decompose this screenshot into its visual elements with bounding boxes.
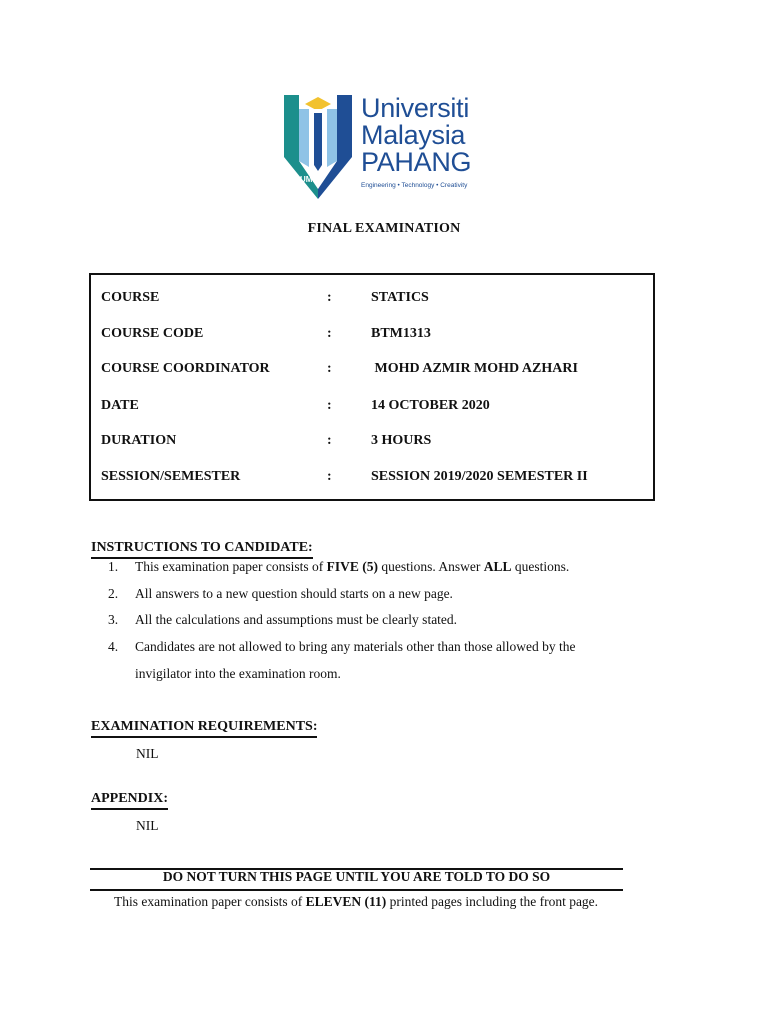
info-label: COURSE COORDINATOR [101,361,270,376]
info-value: STATICS [371,290,429,305]
emblem-label: UMP [300,175,318,184]
info-value: 14 OCTOBER 2020 [371,398,490,413]
logo-line-2: Malaysia [361,120,466,150]
logo-wordmark [361,95,491,189]
logo-line-3: PAHANG [361,147,472,177]
instruction-number: 2. [108,586,119,601]
info-label: SESSION/SEMESTER [101,469,241,484]
appendix-heading: APPENDIX: [91,791,168,810]
exam-requirements-heading: EXAMINATION REQUIREMENTS: [91,719,317,738]
info-value: BTM1313 [371,326,431,341]
info-value: MOHD AZMIR MOHD AZHARI [371,361,578,376]
university-logo [284,95,490,201]
appendix-value: NIL [136,818,159,833]
info-value: SESSION 2019/2020 SEMESTER II [371,469,588,484]
info-value: 3 HOURS [371,433,432,448]
instruction-item-4-continued: invigilator into the examination room. [135,666,341,681]
page-title: FINAL EXAMINATION [307,221,461,236]
course-info-box [89,273,655,501]
info-separator: : [327,398,332,413]
exam-requirements-value: NIL [136,746,159,761]
info-label: COURSE [101,290,160,305]
warning-text: DO NOT TURN THIS PAGE UNTIL YOU ARE TOLD TO DO SO [162,869,551,884]
info-label: DURATION [101,433,177,448]
logo-tagline: Engineering • Technology • Creativity [361,182,468,189]
ump-emblem-icon [284,95,352,199]
info-separator: : [327,433,332,448]
info-label: COURSE CODE [101,326,204,341]
instruction-text: All answers to a new question should starts on a new page. [135,586,453,601]
logo-line-1: Universiti [361,93,470,123]
instruction-text: This examination paper consists of FIVE (5) questions. Answer ALL questions. [135,559,570,574]
info-separator: : [327,361,332,376]
instruction-number: 4. [108,639,119,654]
instruction-text: Candidates are not allowed to bring any materials other than those allowed by the [135,639,576,654]
info-separator: : [327,326,332,341]
instruction-number: 1. [108,559,119,574]
info-separator: : [327,469,332,484]
instructions-heading: INSTRUCTIONS TO CANDIDATE: [91,540,313,559]
page-count-note: This examination paper consists of ELEVEN (11) printed pages including the front page. [114,894,599,909]
instruction-number: 3. [108,612,119,627]
warning-rule-bottom [90,889,623,891]
instruction-text: All the calculations and assumptions must be clearly stated. [135,612,458,627]
info-label: DATE [101,398,139,413]
info-separator: : [327,290,332,305]
